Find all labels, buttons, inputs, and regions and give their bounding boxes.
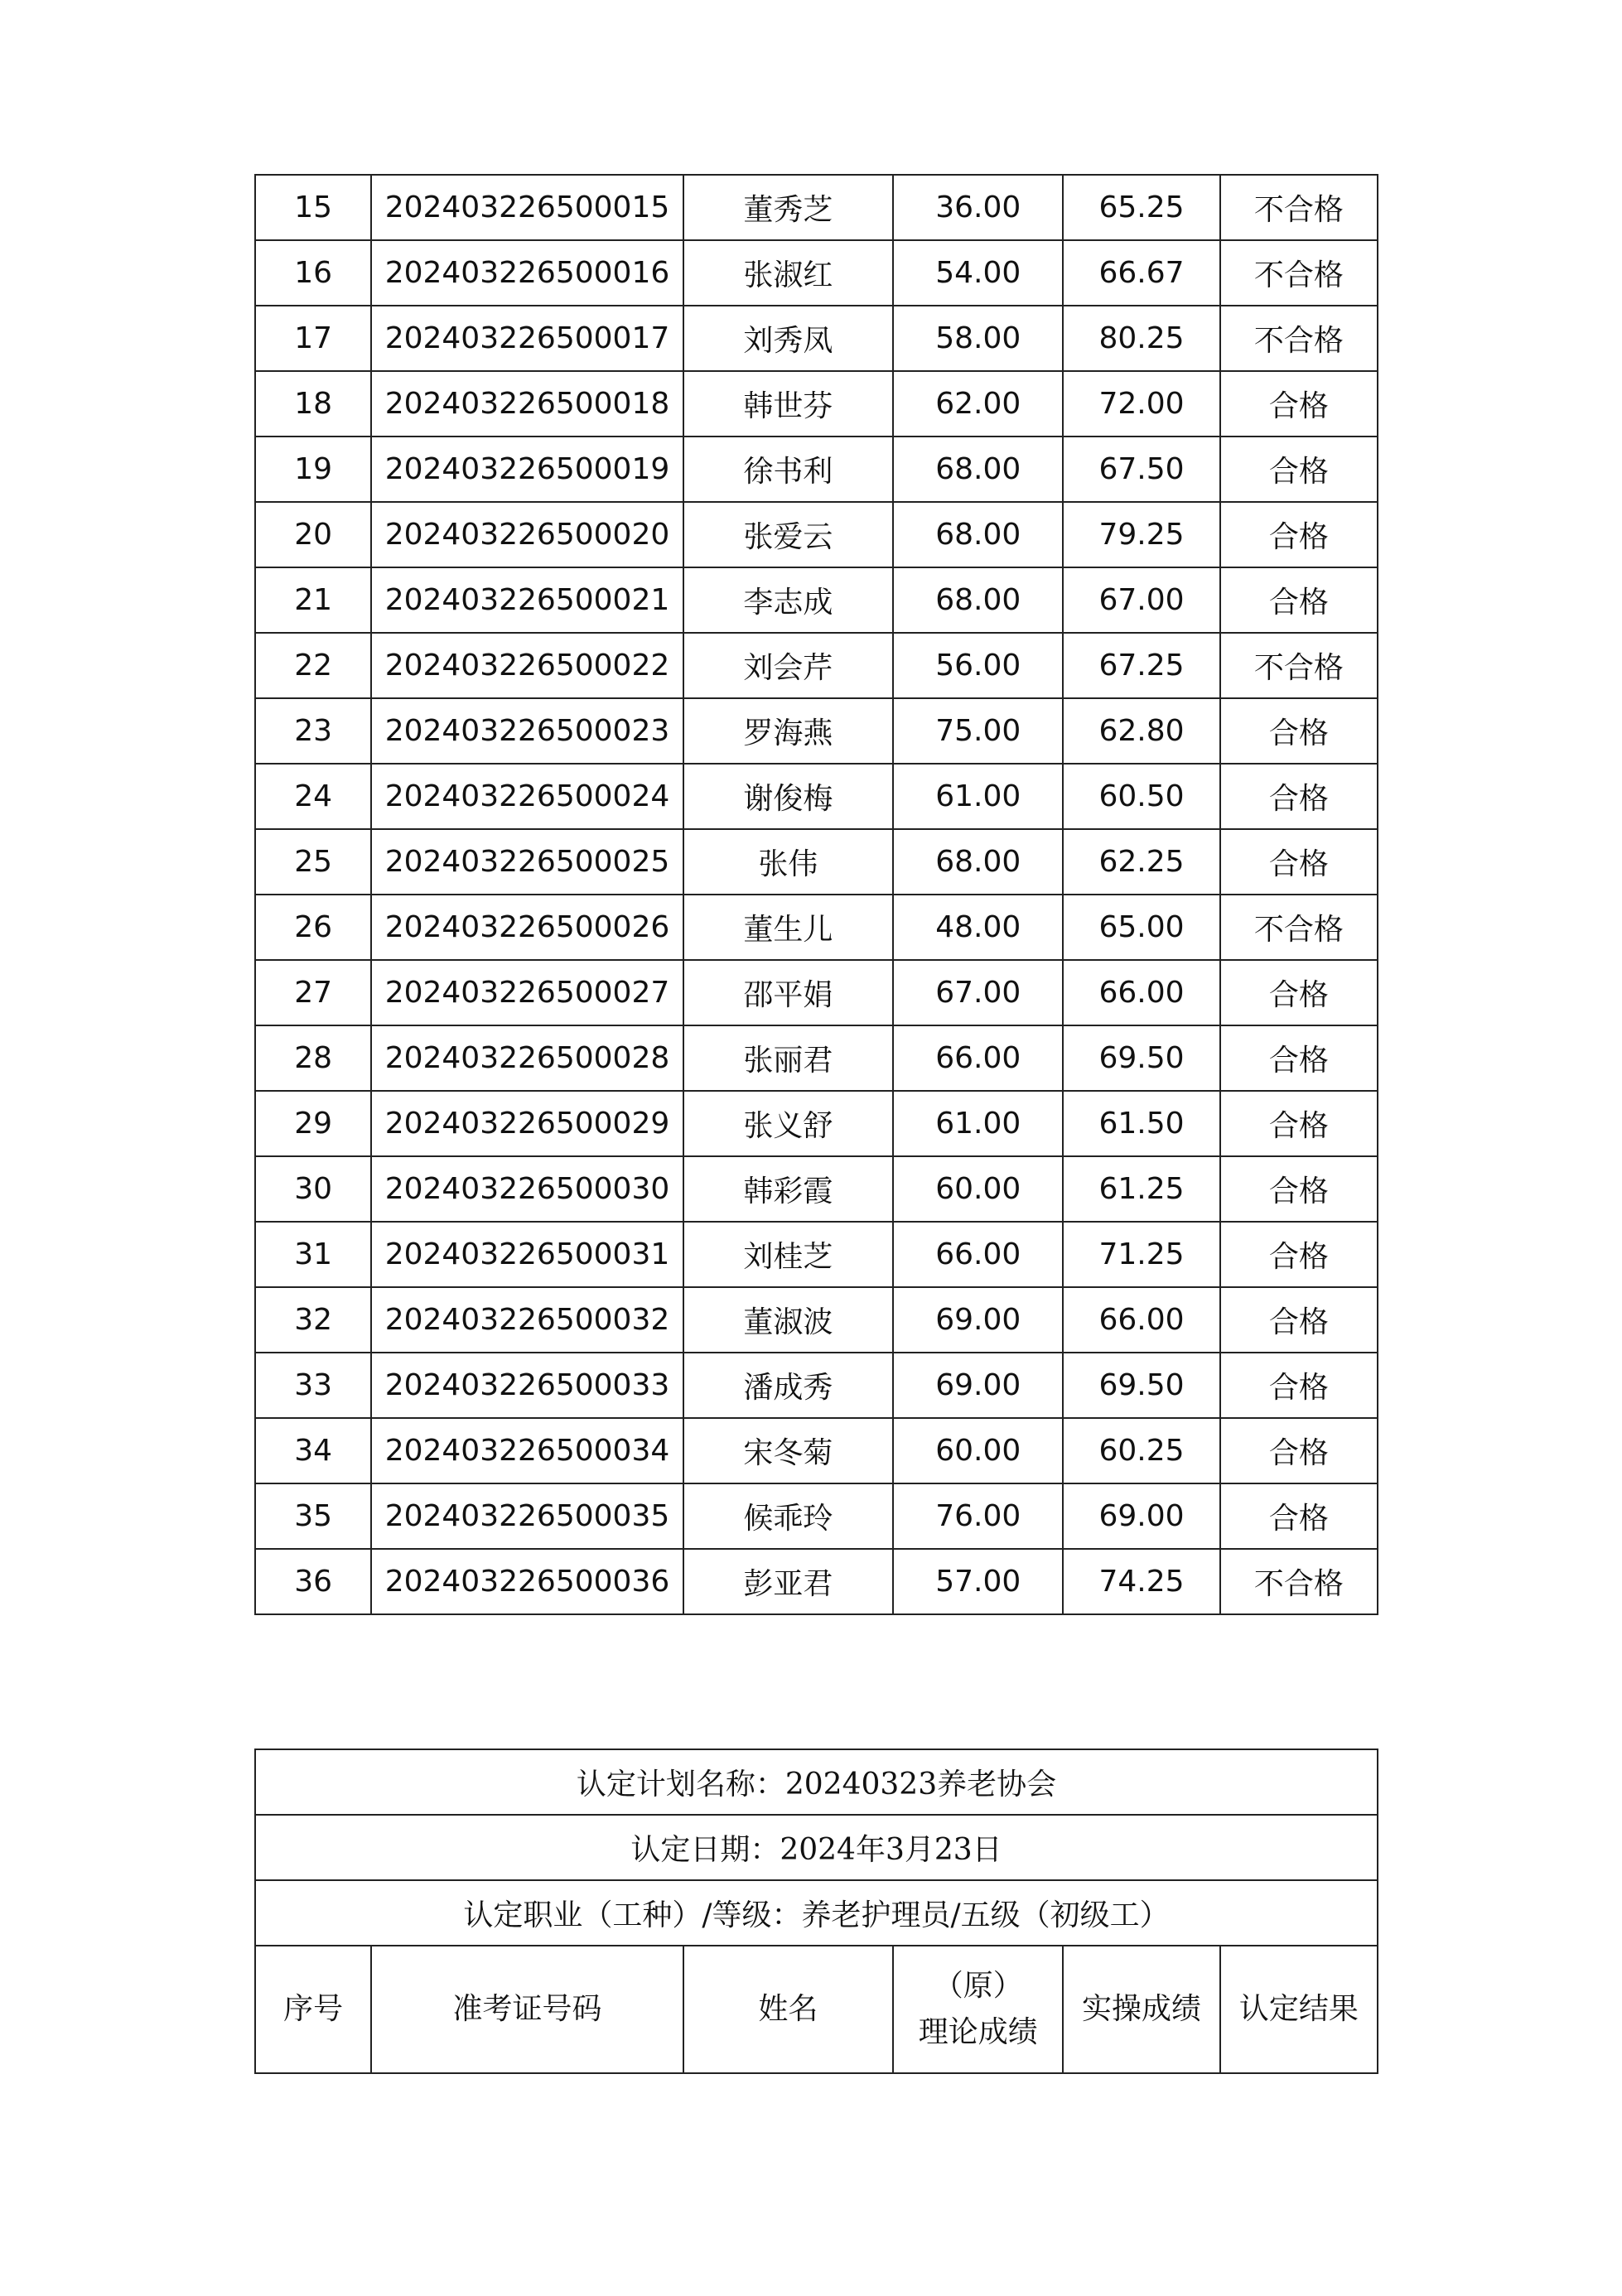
cell-seq: 18	[255, 371, 371, 437]
cell-name: 张伟	[683, 829, 893, 895]
header-theory-top: （原）	[933, 1969, 1023, 2003]
table-row	[255, 371, 1378, 437]
cell-result: 合格	[1220, 1156, 1378, 1222]
cell-result: 合格	[1220, 764, 1378, 829]
cell-ticket: 202403226500027	[371, 960, 683, 1025]
cell-seq: 31	[255, 1222, 371, 1287]
cell-practical: 72.00	[1063, 371, 1219, 437]
cell-ticket: 202403226500024	[371, 764, 683, 829]
cell-theory: 48.00	[893, 895, 1063, 960]
cell-result: 不合格	[1220, 240, 1378, 306]
cell-practical: 67.50	[1063, 437, 1219, 502]
plan-date: 认定日期：2024年3月23日	[255, 1815, 1378, 1880]
table-row	[255, 633, 1378, 698]
cell-practical: 71.25	[1063, 1222, 1219, 1287]
cell-result: 合格	[1220, 371, 1378, 437]
table-row	[255, 240, 1378, 306]
cell-ticket: 202403226500023	[371, 698, 683, 764]
plan-name-row	[255, 1749, 1378, 1815]
cell-ticket: 202403226500022	[371, 633, 683, 698]
table-row	[255, 895, 1378, 960]
cell-name: 董生儿	[683, 895, 893, 960]
cell-result: 合格	[1220, 502, 1378, 567]
plan-occupation: 认定职业（工种）/等级：养老护理员/五级（初级工）	[255, 1880, 1378, 1946]
cell-practical: 65.25	[1063, 175, 1219, 240]
cell-practical: 66.67	[1063, 240, 1219, 306]
cell-theory: 60.00	[893, 1156, 1063, 1222]
cell-ticket: 202403226500019	[371, 437, 683, 502]
header-seq: 序号	[255, 1946, 371, 2073]
cell-seq: 24	[255, 764, 371, 829]
table-row	[255, 960, 1378, 1025]
table-row	[255, 764, 1378, 829]
cell-name: 彭亚君	[683, 1549, 893, 1614]
plan-date-row	[255, 1815, 1378, 1880]
cell-seq: 26	[255, 895, 371, 960]
cell-result: 合格	[1220, 1353, 1378, 1418]
cell-seq: 28	[255, 1025, 371, 1091]
cell-ticket: 202403226500017	[371, 306, 683, 371]
cell-name: 刘桂芝	[683, 1222, 893, 1287]
cell-seq: 15	[255, 175, 371, 240]
cell-ticket: 202403226500034	[371, 1418, 683, 1483]
cell-ticket: 202403226500018	[371, 371, 683, 437]
cell-name: 董淑波	[683, 1287, 893, 1353]
cell-ticket: 202403226500021	[371, 567, 683, 633]
cell-result: 不合格	[1220, 1549, 1378, 1614]
plan-name: 认定计划名称：20240323养老协会	[255, 1749, 1378, 1815]
cell-result: 合格	[1220, 1287, 1378, 1353]
cell-seq: 27	[255, 960, 371, 1025]
cell-result: 合格	[1220, 698, 1378, 764]
table-row	[255, 1156, 1378, 1222]
cell-name: 候乖玲	[683, 1483, 893, 1549]
cell-practical: 79.25	[1063, 502, 1219, 567]
results-table	[254, 174, 1378, 1615]
cell-theory: 54.00	[893, 240, 1063, 306]
cell-result: 合格	[1220, 1483, 1378, 1549]
cell-seq: 19	[255, 437, 371, 502]
cell-theory: 69.00	[893, 1353, 1063, 1418]
cell-name: 谢俊梅	[683, 764, 893, 829]
cell-seq: 36	[255, 1549, 371, 1614]
cell-result: 合格	[1220, 1091, 1378, 1156]
cell-result: 合格	[1220, 437, 1378, 502]
cell-seq: 30	[255, 1156, 371, 1222]
table-row	[255, 1549, 1378, 1614]
header-theory-bottom: 理论成绩	[918, 2015, 1038, 2049]
cell-seq: 25	[255, 829, 371, 895]
cell-practical: 80.25	[1063, 306, 1219, 371]
cell-practical: 69.00	[1063, 1483, 1219, 1549]
cell-result: 不合格	[1220, 306, 1378, 371]
cell-ticket: 202403226500016	[371, 240, 683, 306]
cell-name: 徐书利	[683, 437, 893, 502]
cell-seq: 34	[255, 1418, 371, 1483]
header-practical: 实操成绩	[1063, 1946, 1219, 2073]
cell-ticket: 202403226500033	[371, 1353, 683, 1418]
cell-theory: 67.00	[893, 960, 1063, 1025]
cell-practical: 60.25	[1063, 1418, 1219, 1483]
cell-theory: 75.00	[893, 698, 1063, 764]
cell-theory: 68.00	[893, 567, 1063, 633]
cell-name: 罗海燕	[683, 698, 893, 764]
cell-result: 合格	[1220, 1222, 1378, 1287]
cell-ticket: 202403226500028	[371, 1025, 683, 1091]
table-row	[255, 306, 1378, 371]
table-row	[255, 1353, 1378, 1418]
cell-result: 不合格	[1220, 175, 1378, 240]
cell-practical: 67.25	[1063, 633, 1219, 698]
cell-ticket: 202403226500031	[371, 1222, 683, 1287]
cell-seq: 17	[255, 306, 371, 371]
cell-practical: 74.25	[1063, 1549, 1219, 1614]
table-row	[255, 175, 1378, 240]
cell-practical: 66.00	[1063, 1287, 1219, 1353]
cell-result: 合格	[1220, 567, 1378, 633]
plan-occupation-row	[255, 1880, 1378, 1946]
plan-table	[254, 1749, 1378, 2074]
cell-practical: 62.25	[1063, 829, 1219, 895]
cell-name: 宋冬菊	[683, 1418, 893, 1483]
cell-theory: 56.00	[893, 633, 1063, 698]
cell-name: 李志成	[683, 567, 893, 633]
cell-name: 张爱云	[683, 502, 893, 567]
header-ticket: 准考证号码	[371, 1946, 683, 2073]
header-result: 认定结果	[1220, 1946, 1378, 2073]
cell-theory: 66.00	[893, 1222, 1063, 1287]
table-row	[255, 1091, 1378, 1156]
cell-seq: 22	[255, 633, 371, 698]
cell-practical: 61.25	[1063, 1156, 1219, 1222]
table-row	[255, 502, 1378, 567]
column-header-row	[255, 1946, 1378, 2073]
cell-ticket: 202403226500030	[371, 1156, 683, 1222]
table-row	[255, 698, 1378, 764]
cell-ticket: 202403226500026	[371, 895, 683, 960]
table-row	[255, 567, 1378, 633]
cell-seq: 35	[255, 1483, 371, 1549]
cell-seq: 33	[255, 1353, 371, 1418]
cell-ticket: 202403226500025	[371, 829, 683, 895]
cell-practical: 67.00	[1063, 567, 1219, 633]
cell-result: 合格	[1220, 1418, 1378, 1483]
cell-name: 韩彩霞	[683, 1156, 893, 1222]
cell-practical: 66.00	[1063, 960, 1219, 1025]
cell-ticket: 202403226500035	[371, 1483, 683, 1549]
cell-practical: 69.50	[1063, 1353, 1219, 1418]
cell-name: 张义舒	[683, 1091, 893, 1156]
cell-ticket: 202403226500015	[371, 175, 683, 240]
cell-seq: 23	[255, 698, 371, 764]
cell-result: 不合格	[1220, 895, 1378, 960]
table-row	[255, 1025, 1378, 1091]
cell-result: 合格	[1220, 1025, 1378, 1091]
cell-practical: 62.80	[1063, 698, 1219, 764]
cell-seq: 29	[255, 1091, 371, 1156]
cell-name: 董秀芝	[683, 175, 893, 240]
results-body	[255, 175, 1378, 1614]
cell-theory: 60.00	[893, 1418, 1063, 1483]
cell-name: 张淑红	[683, 240, 893, 306]
cell-name: 刘会芹	[683, 633, 893, 698]
cell-name: 张丽君	[683, 1025, 893, 1091]
cell-seq: 20	[255, 502, 371, 567]
cell-name: 邵平娟	[683, 960, 893, 1025]
cell-practical: 60.50	[1063, 764, 1219, 829]
cell-name: 刘秀凤	[683, 306, 893, 371]
cell-practical: 65.00	[1063, 895, 1219, 960]
cell-theory: 36.00	[893, 175, 1063, 240]
cell-ticket: 202403226500020	[371, 502, 683, 567]
cell-seq: 32	[255, 1287, 371, 1353]
cell-ticket: 202403226500036	[371, 1549, 683, 1614]
cell-theory: 61.00	[893, 764, 1063, 829]
cell-practical: 69.50	[1063, 1025, 1219, 1091]
cell-theory: 58.00	[893, 306, 1063, 371]
cell-theory: 62.00	[893, 371, 1063, 437]
table-row	[255, 1222, 1378, 1287]
cell-theory: 68.00	[893, 437, 1063, 502]
cell-result: 合格	[1220, 829, 1378, 895]
table-row	[255, 1287, 1378, 1353]
cell-theory: 57.00	[893, 1549, 1063, 1614]
cell-name: 潘成秀	[683, 1353, 893, 1418]
cell-ticket: 202403226500029	[371, 1091, 683, 1156]
cell-theory: 68.00	[893, 829, 1063, 895]
header-name: 姓名	[683, 1946, 893, 2073]
cell-theory: 61.00	[893, 1091, 1063, 1156]
cell-name: 韩世芬	[683, 371, 893, 437]
cell-theory: 76.00	[893, 1483, 1063, 1549]
cell-result: 不合格	[1220, 633, 1378, 698]
cell-theory: 68.00	[893, 502, 1063, 567]
cell-seq: 16	[255, 240, 371, 306]
cell-ticket: 202403226500032	[371, 1287, 683, 1353]
cell-theory: 66.00	[893, 1025, 1063, 1091]
table-row	[255, 829, 1378, 895]
table-row	[255, 1418, 1378, 1483]
cell-seq: 21	[255, 567, 371, 633]
cell-result: 合格	[1220, 960, 1378, 1025]
table-row	[255, 1483, 1378, 1549]
cell-practical: 61.50	[1063, 1091, 1219, 1156]
table-row	[255, 437, 1378, 502]
cell-theory: 69.00	[893, 1287, 1063, 1353]
header-theory	[893, 1946, 1063, 2073]
